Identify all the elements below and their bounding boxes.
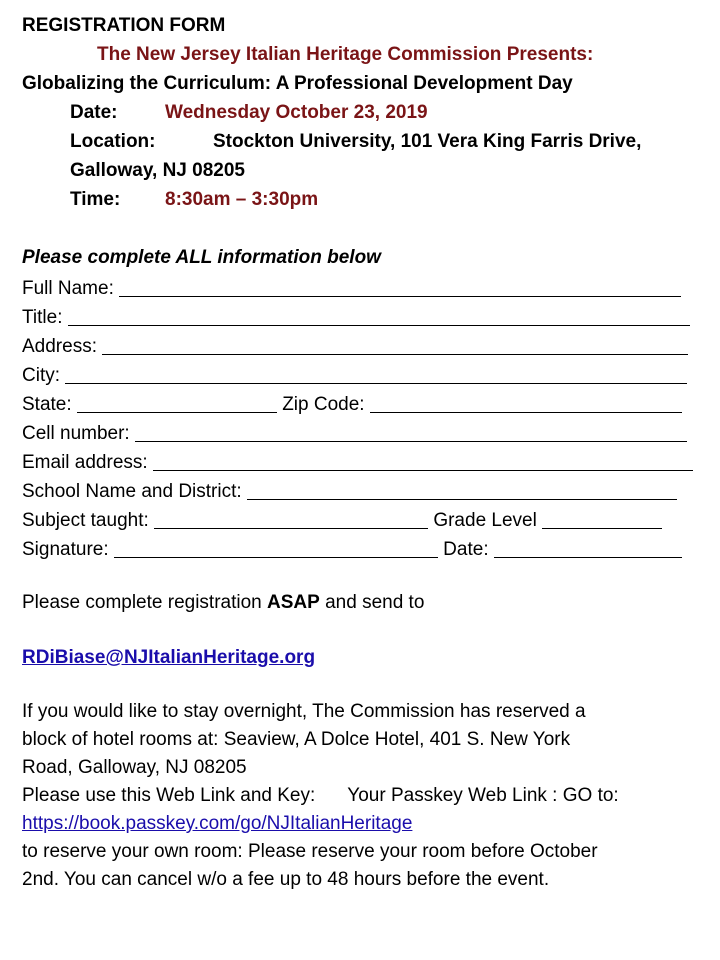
subject-label: Subject taught: — [22, 510, 155, 531]
cell-blank[interactable] — [135, 421, 687, 442]
school-field — [22, 475, 712, 504]
spacer — [22, 562, 712, 588]
registration-document — [22, 11, 712, 894]
presents-line: The New Jersey Italian Heritage Commission Presents: — [97, 44, 594, 65]
event-time-label: Time: — [70, 189, 121, 210]
cell-field — [22, 417, 712, 446]
asap-text-post: and send to — [319, 592, 425, 613]
event-time-value: 8:30am – 3:30pm — [165, 189, 319, 210]
event-location-label: Location: — [70, 131, 156, 152]
address-field — [22, 330, 712, 359]
hotel-line-3: Road, Galloway, NJ 08205 — [22, 757, 247, 778]
signature-label: Signature: — [22, 539, 114, 560]
subject-grade-field — [22, 504, 712, 533]
event-location-value: Stockton University, 101 Vera King Farris Drive, — [213, 131, 642, 152]
email-label: Email address: — [22, 452, 153, 473]
subject-blank[interactable] — [154, 508, 428, 529]
event-date-row — [22, 98, 712, 127]
weblink-label: Please use this Web Link and Key: — [22, 785, 316, 806]
signature-blank[interactable] — [114, 537, 438, 558]
zip-label: Zip Code: — [276, 394, 370, 415]
passkey-url-link[interactable]: https://book.passkey.com/go/NJItalianHeritage — [22, 813, 413, 834]
hotel-line-1: If you would like to stay overnight, The Commission has reserved a — [22, 701, 586, 722]
state-zip-field — [22, 388, 712, 417]
asap-text-pre: Please complete registration — [22, 592, 268, 613]
spacer — [22, 214, 712, 243]
passkey-url-line — [22, 810, 712, 838]
email-blank[interactable] — [153, 450, 693, 471]
full-name-blank[interactable] — [119, 276, 681, 297]
reserve-line-2: 2nd. You can cancel w/o a fee up to 48 hours before the event. — [22, 869, 550, 890]
grade-blank[interactable] — [542, 508, 662, 529]
address-blank[interactable] — [102, 334, 688, 355]
title-blank[interactable] — [68, 305, 690, 326]
city-blank[interactable] — [65, 363, 687, 384]
cell-label: Cell number: — [22, 423, 135, 444]
school-label: School Name and District: — [22, 481, 247, 502]
passkey-label: Your Passkey Web Link : GO to: — [347, 785, 619, 806]
full-name-field — [22, 272, 712, 301]
signature-date-field — [22, 533, 712, 562]
sign-date-label: Date: — [437, 539, 494, 560]
form-title: REGISTRATION FORM — [22, 15, 226, 36]
hotel-line-2: block of hotel rooms at: Seaview, A Dolce Hotel, 401 S. New York — [22, 729, 571, 750]
state-label: State: — [22, 394, 77, 415]
event-location-row-2: Galloway, NJ 08205 — [70, 160, 245, 181]
address-label: Address: — [22, 336, 103, 357]
grade-label: Grade Level — [428, 510, 543, 531]
email-field — [22, 446, 712, 475]
form-instruction: Please complete ALL information below — [22, 247, 381, 268]
event-title: Globalizing the Curriculum: A Professional Development Day — [22, 73, 573, 94]
spacer — [22, 672, 712, 698]
event-time-row — [22, 185, 712, 214]
contact-email-link[interactable]: RDiBiase@NJItalianHeritage.org — [22, 647, 316, 668]
title-label: Title: — [22, 307, 68, 328]
sign-date-blank[interactable] — [494, 537, 682, 558]
state-blank[interactable] — [77, 392, 277, 413]
zip-blank[interactable] — [370, 392, 682, 413]
weblink-line — [22, 782, 712, 810]
reserve-line-1: to reserve your own room: Please reserve your room before October — [22, 841, 598, 862]
asap-line — [22, 588, 712, 617]
email-link-row — [22, 643, 712, 672]
event-date-value: Wednesday October 23, 2019 — [165, 102, 428, 123]
hotel-paragraph — [22, 698, 712, 894]
spacer — [22, 617, 712, 643]
title-field — [22, 301, 712, 330]
asap-bold: ASAP — [267, 592, 320, 613]
event-date-label: Date: — [70, 102, 118, 123]
full-name-label: Full Name: — [22, 278, 120, 299]
city-label: City: — [22, 365, 66, 386]
school-blank[interactable] — [247, 479, 677, 500]
event-location-row — [22, 127, 712, 156]
city-field — [22, 359, 712, 388]
